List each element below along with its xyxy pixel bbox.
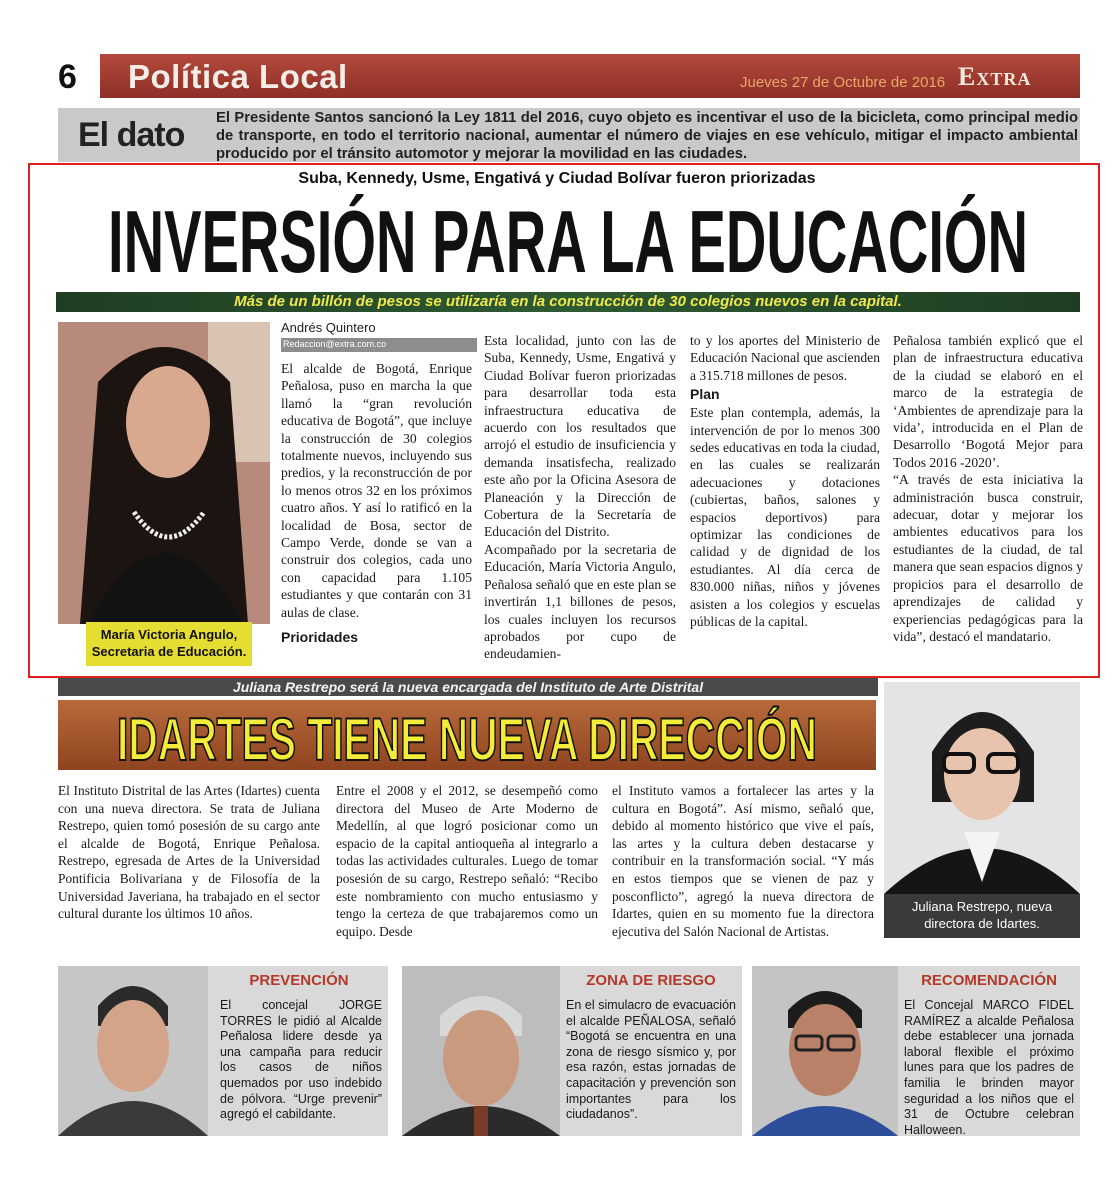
article2-headline: [58, 700, 876, 773]
article-paragraph: Este plan contempla, además, la intervención de por lo menos 300 sedes educativas en toda la ciudad, en las cuales se realizarán adecuaciones y dotaciones (cubiertas, baños, salones y espacios deportivos) para optimizar las condiciones de calidad y de dignidad de los estudiantes. Al día cerca de 830.000 niñas, niños y jóvenes asisten a los colegios y escuelas públicas de la capital.: [690, 405, 880, 630]
article-paragraph: Peñalosa también explicó que el plan de infraestructura educativa de la ciudad se elaboró en el marco de la estrategia de ‘Ambientes de aprendizaje para la vida’, introducida en el Plan de Desarrollo ‘Bogotá Mejor para Todos 2016 -2020’.: [893, 333, 1083, 470]
photo-caption-line2: Secretaria de Educación.: [91, 644, 247, 659]
subhead-plan: Plan: [690, 386, 720, 403]
dato-label: El dato: [78, 116, 185, 154]
article-paragraph: “A través de esta iniciativa la administración busca construir, adecuar, dotar y mejorar los ambientes educativos para los estudiantes de la ciudad, de tal manera que sean espacios dignos y propicios para el desarrollo de aprendizajes de calidad y experiencias pedagógicas para la vida”, destacó el mandatario.: [893, 472, 1083, 644]
article-headline-text: INVERSIÓN PARA LA EDUCACIÓN: [108, 192, 1028, 291]
article2-column-3: [612, 782, 874, 940]
article-paragraph: el Instituto vamos a fortalecer las artes y la cultura en Bogotá”. Así mismo, señaló que, debido al momento histórico que vive el país, las artes y la cultura deben destacarse y contribuir en la transformación social. “Y más en estos tiempos que se vienen de paz y posconflicto”, agregó la nueva directora de Idartes, quien en su momento fue la directora ejecutiva del Salón Nacional de Artistas.: [612, 783, 874, 939]
photo-enrique-penalosa: [402, 966, 560, 1136]
section-title: Política Local: [128, 58, 348, 95]
portrait-illustration: [402, 966, 560, 1136]
article-paragraph: Esta localidad, junto con las de Suba, Kennedy, Usme, Engativá y Ciudad Bolívar fueron priorizadas para desarrollar toda esta infraestructura educativa de acuerdo con los resultados que arrojó el estudio de insuficiencia y demanda insatisfecha, realizado este año por la Oficina Asesora de Planeación y la Dirección de Cobertura de la Secretaría de Educación del Distrito.: [484, 333, 676, 540]
photo2-caption: [884, 898, 1080, 932]
newspaper-logo: Extra: [958, 62, 1032, 91]
article-deck: Más de un billón de pesos se utilizaría en la construcción de 30 colegios nuevos en la capital.: [234, 293, 902, 310]
dato-text: El Presidente Santos sancionó la Ley 1811 del 2016, cuyo objeto es incentivar el uso de la bicicleta, como principal medio de transporte, en todo el territorio nacional, aumentar el número de viajes en ese vehículo, mitigar el impacto ambiental producido por el tránsito automotor y mejorar la movilidad en las ciudades.: [216, 110, 1078, 162]
photo2-caption-line2: directora de Idartes.: [924, 916, 1040, 931]
subhead-prioridades: Prioridades: [281, 629, 359, 646]
photo2-caption-line1: Juliana Restrepo, nueva: [911, 899, 1053, 914]
article-paragraph: to y los aportes del Ministerio de Educación Nacional que ascienden a 315.718 millones de pesos.: [690, 333, 880, 383]
photo-caption-line1: María Victoria Angulo,: [100, 627, 238, 642]
author-email[interactable]: Redaccion@extra.com.co: [283, 339, 387, 349]
article2-kicker: Juliana Restrepo será la nueva encargada del Instituto de Arte Distrital: [232, 679, 704, 695]
article-column-4: [893, 332, 1083, 645]
article-paragraph: Entre el 2008 y el 2012, se desempeñó como directora del Museo de Arte Moderno de Medellín, al que logró posicionar como un espacio de la capital antioqueña al integrarlo a todas las actividades culturales. Luego de tomar posesión de su cargo, Restrepo señaló: “Recibo este nombramiento con mucho entusiasmo y tengo la certeza de que trabajaremos como un equipo. Desde: [336, 783, 598, 939]
portrait-illustration: [752, 966, 898, 1136]
article2-column-2: [336, 782, 598, 940]
portrait-illustration: [884, 682, 1080, 894]
portrait-illustration: [58, 322, 270, 624]
article-column-1: [281, 360, 472, 647]
article-kicker: Suba, Kennedy, Usme, Engativá y Ciudad Bolívar fueron priorizadas: [298, 170, 816, 187]
byline: Andrés Quintero: [281, 320, 376, 335]
box-prevencion-title: PREVENCIÓN: [249, 972, 349, 989]
article-paragraph: El Instituto Distrital de las Artes (Idartes) cuenta con una nueva directora. Se trata de Juliana Restrepo, quien tomó posesión de su cargo ante el alcalde de Bogotá, Enrique Peñalosa. Restrepo, egresada de Artes de la Universidad Pontificia Bolivariana y de Filosofía de la Universidad Javeriana, ha trabajado en el sector cultural durante los últimos 10 años.: [58, 783, 320, 922]
article-paragraph: El alcalde de Bogotá, Enrique Peñalosa, puso en marcha la que llamó la “gran revolución educativa de Bogotá”, que incluye la construcción de 30 colegios totalmente nuevos, incluyendo sus predios, y la reconstrucción de por lo menos otros 32 en los próximos cuatro años. Y así lo ratificó en la localidad de Bosa, sector de Campo Verde, donde se van a construir dos colegios, cada uno con capacidad para 1.105 estudiantes y que contarán con 31 aulas de clase.: [281, 361, 472, 620]
article2-column-1: [58, 782, 320, 923]
photo-jorge-torres: [58, 966, 208, 1136]
article-column-3: [690, 332, 880, 631]
box-recomendacion-text: El Concejal MARCO FIDEL RAMÍREZ a alcalde Peñalosa debe establecer una jornada laboral flexible el próximo lunes para que los padres de familia le brinden mayor seguridad a los niños que el 31 de Octubre celebran Halloween.: [904, 998, 1074, 1137]
page-number: 6: [58, 58, 77, 96]
box-zona-de-riesgo-text: En el simulacro de evacuación el alcalde PEÑALOSA, señaló “Bogotá se encuentra en una zona de riesgo sísmico y, por esa razón, estas jornadas de capacitación y prevención son importantes para los ciudadanos”.: [566, 998, 736, 1122]
photo-caption: [86, 626, 252, 660]
article-column-2: [484, 332, 676, 663]
article2-headline-text: IDARTES TIENE NUEVA DIRECCIÓN: [117, 706, 817, 773]
photo-juliana-restrepo: [884, 682, 1080, 894]
article-headline: [56, 188, 1080, 291]
photo-marco-fidel-ramirez: [752, 966, 898, 1136]
issue-date: Jueves 27 de Octubre de 2016: [740, 74, 946, 91]
box-prevencion-text: El concejal JORGE TORRES le pidió al Alcalde Peñalosa lidere desde ya una campaña para reducir los casos de niños quemados por uso indebido de pólvora. “Urge prevenir” agregó el cabildante.: [220, 998, 382, 1122]
photo-maria-victoria-angulo: [58, 322, 270, 624]
box-recomendacion-title: RECOMENDACIÓN: [921, 972, 1057, 989]
article-paragraph: Acompañado por la secretaria de Educación, María Victoria Angulo, Peñalosa señaló que en este plan se invertirán 1,1 billones de pesos, los cuales incluyen los recursos aprobados por cupo de endeudamien-: [484, 541, 676, 662]
portrait-illustration: [58, 966, 208, 1136]
box-zona-de-riesgo-title: ZONA DE RIESGO: [586, 972, 716, 989]
